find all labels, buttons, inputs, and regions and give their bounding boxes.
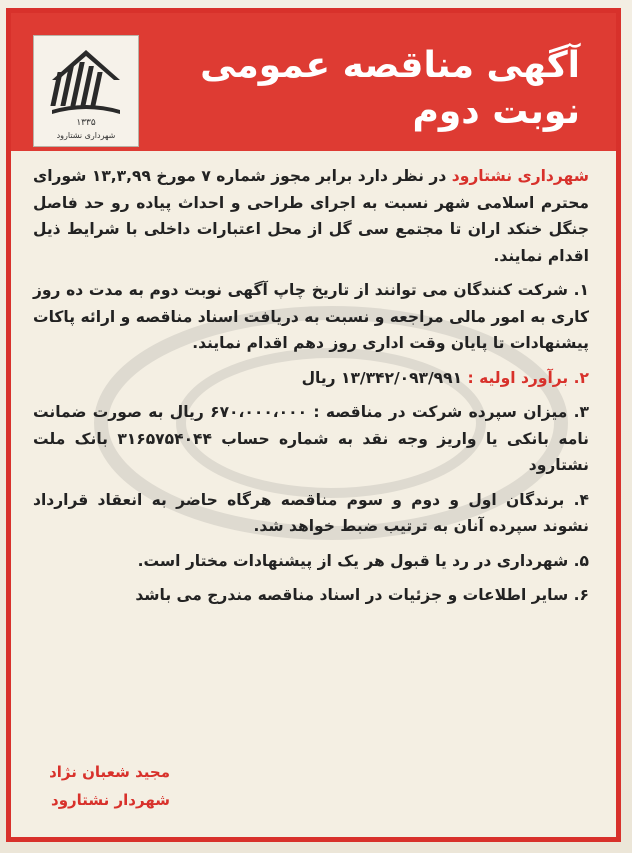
estimate-label: ۲. برآورد اولیه :	[467, 368, 589, 387]
announcement-frame	[6, 8, 621, 842]
condition-item-6: ۶. سایر اطلاعات و جزئیات در اسناد مناقصه مندرج می باشد	[135, 586, 589, 604]
announcement-title	[180, 43, 580, 135]
condition-item-3: ۳. میزان سپرده شرکت در مناقصه : ۶۷۰،۰۰۰،۰۰۰ ریال به صورت ضمانت نامه بانکی یا واریز وجه نقد به شماره حساب ۳۱۶۵۷۵۴۰۴۴ بانک ملت نشتارود	[33, 403, 589, 474]
signatory-name: مجید شعبان نژاد	[49, 763, 170, 781]
logo-emblem-icon	[46, 42, 126, 118]
logo-year: ۱۳۳۵	[76, 118, 96, 128]
condition-item-4: ۴. برندگان اول و دوم و سوم مناقصه هرگاه حاضر به انعقاد قرارداد نشوند سپرده آنان به ترتیب ضبط خواهد شد.	[33, 490, 589, 535]
title-line-2: نوبت دوم	[412, 91, 580, 132]
municipality-logo	[33, 35, 139, 147]
condition-item-2	[33, 365, 589, 392]
intro-paragraph	[33, 163, 589, 269]
condition-item-1: ۱. شرکت کنندگان می توانند از تاریخ چاپ آگهی نوبت دوم به مدت ده روز کاری به امور مالی مراجعه و نسبت به دریافت اسناد مناقصه و ارائه پاکات پیشنهادات تا پایان وقت اداری روز دهم اقدام نمایند.	[33, 281, 589, 352]
organization-name: شهرداری نشتارود	[451, 167, 590, 185]
logo-caption: شهرداری نشتارود	[56, 131, 116, 140]
announcement-header	[11, 13, 616, 151]
announcement-body	[33, 163, 589, 617]
intro-text: در نظر دارد برابر مجوز شماره ۷ مورخ ۱۳,۳,۹۹ شورای محترم اسلامی شهر نسبت به اجرای طراحی و احداث پیاده رو حد فاصل جنگل خنکد اران تا مجتمع سی گل از محل اعتبارات داخلی با شرایط ذیل اقدام نمایند.	[33, 167, 589, 265]
title-line-1: آگهی مناقصه عمومی	[200, 45, 580, 86]
signatory-title: شهردار نشتارود	[51, 791, 170, 809]
estimate-value: ۱۳/۳۴۲/۰۹۳/۹۹۱ ریال	[301, 368, 468, 387]
signature-block	[49, 758, 170, 814]
condition-item-5: ۵. شهرداری در رد یا قبول هر یک از پیشنهادات مختار است.	[137, 551, 589, 570]
